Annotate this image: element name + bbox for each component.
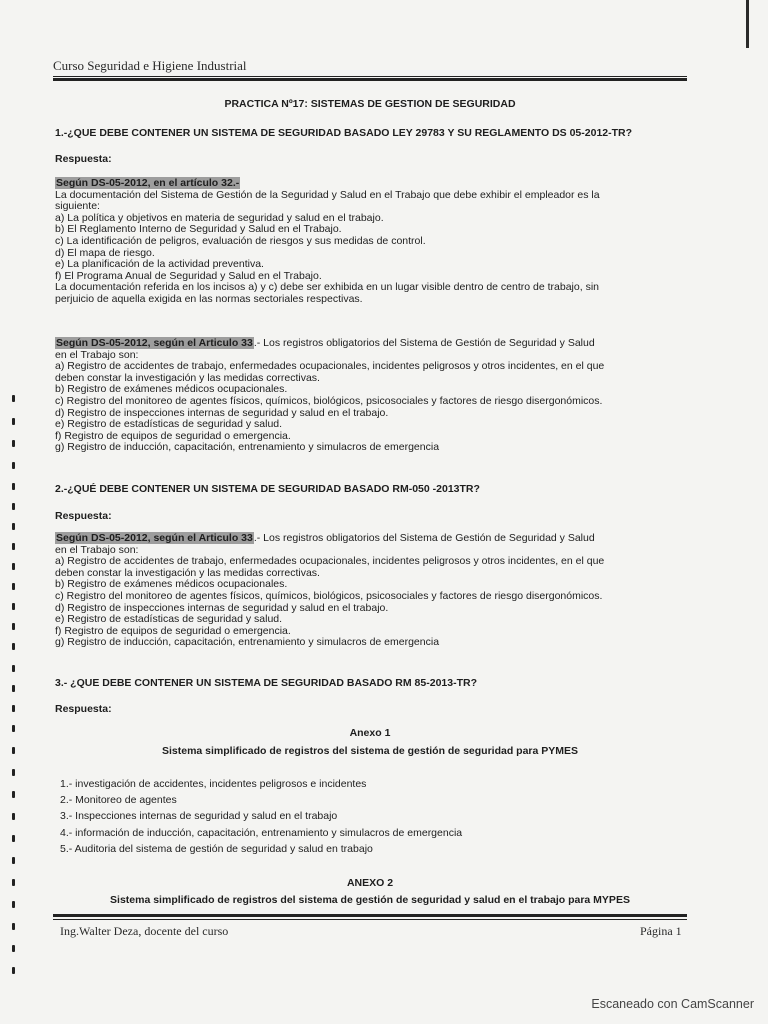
text-line: La documentación del Sistema de Gestión de la Seguridad y Salud en el Trabajo que debe exhibir el empleador es la [55,188,600,201]
text-line: b) El Reglamento Interno de Seguridad y Salud en el Trabajo. [55,223,342,236]
article-33-heading: Según DS-05-2012, según el Articulo 33 [56,532,253,544]
binding-mark [12,813,15,820]
text-line: g) Registro de inducción, capacitación, entrenamiento y simulacros de emergencia [55,636,440,649]
binding-mark [12,923,15,930]
text-line: en el Trabajo son: [55,543,139,556]
article-33-heading: Según DS-05-2012, según el Articulo 33 [56,337,253,349]
text-line: f) Registro de equipos de seguridad o emergencia. [55,429,291,442]
binding-mark [12,705,15,712]
question-3: 3.- ¿QUE DEBE CONTENER UN SISTEMA DE SEGURIDAD BASADO RM 85-2013-TR? [55,677,477,689]
text-line: siguiente: [55,200,100,213]
text-line: deben constar la investigación y las medidas correctivas. [55,371,320,384]
text-line: f) El Programa Anual de Seguridad y Salud en el Trabajo. [55,269,322,282]
annex-2-label: ANEXO 2 [346,877,394,889]
binding-mark [12,685,15,692]
text-line: c) Registro del monitoreo de agentes físicos, químicos, biológicos, psicosociales y factores de riesgo disergonómicos. [55,589,603,602]
question-1-answer-label: Respuesta: [55,153,112,165]
list-item: 3.- Inspecciones internas de seguridad y salud en el trabajo [60,810,338,823]
binding-mark [12,483,15,490]
text-line: c) Registro del monitoreo de agentes físicos, químicos, biológicos, psicosociales y factores de riesgo disergonómicos. [55,394,603,407]
question-2-answer-label: Respuesta: [55,510,112,522]
article-33-heading-tail: .- Los registros obligatorios del Sistema de Gestión de Seguridad y Salud [253,337,595,349]
annex-2-subtitle: Sistema simplificado de registros del sistema de gestión de seguridad y salud en el trabajo para MYPES [110,894,630,906]
article-33-block-q2 [55,533,695,649]
binding-mark [12,901,15,908]
text-line: La documentación referida en los incisos a) y c) debe ser exhibida en un lugar visible dentro de centro de trabajo, sin [55,281,599,294]
text-line: d) Registro de inspecciones internas de seguridad y salud en el trabajo. [55,406,389,419]
text-line: en el Trabajo son: [55,348,139,361]
header-rule-thin [53,76,687,77]
binding-mark [12,623,15,630]
text-line: b) Registro de exámenes médicos ocupacionales. [55,578,288,591]
binding-mark [12,395,15,402]
text-line: deben constar la investigación y las medidas correctivas. [55,566,320,579]
binding-mark [12,967,15,974]
scan-edge-line [746,0,749,48]
article-32-block [55,178,695,306]
binding-mark [12,440,15,447]
header-rule-thick [53,78,687,81]
binding-mark [12,857,15,864]
footer-rule-thin [53,919,687,920]
article-32-heading: Según DS-05-2012, en el artículo 32.- [56,177,240,189]
binding-mark [12,665,15,672]
binding-mark [12,879,15,886]
text-line: c) La identificación de peligros, evaluación de riesgos y sus medidas de control. [55,234,426,247]
binding-mark [12,945,15,952]
list-item: 5.- Auditoria del sistema de gestión de seguridad y salud en trabajo [60,842,373,855]
list-item: 2.- Monitoreo de agentes [60,794,177,807]
page-title: PRACTICA Nº17: SISTEMAS DE GESTION DE SEGURIDAD [224,98,516,110]
binding-mark [12,523,15,530]
binding-mark [12,462,15,469]
binding-mark [12,791,15,798]
text-line: e) Registro de estadísticas de seguridad y salud. [55,418,283,431]
article-33-block-q1 [55,338,695,454]
text-line: e) La planificación de la actividad preventiva. [55,258,264,271]
question-1: 1.-¿QUE DEBE CONTENER UN SISTEMA DE SEGURIDAD BASADO LEY 29783 Y SU REGLAMENTO DS 05-2012-TR? [55,127,633,139]
text-line: g) Registro de inducción, capacitación, entrenamiento y simulacros de emergencia [55,441,440,454]
binding-mark [12,583,15,590]
camscanner-watermark: Escaneado con CamScanner [591,997,754,1011]
list-item: 1.- investigación de accidentes, incidentes peligrosos e incidentes [60,778,367,790]
binding-mark [12,769,15,776]
article-33-heading-tail: .- Los registros obligatorios del Sistema de Gestión de Seguridad y Salud [253,532,595,544]
text-line: a) Registro de accidentes de trabajo, enfermedades ocupacionales, incidentes peligrosos y otros incidentes, en el que [55,360,605,373]
text-line: d) Registro de inspecciones internas de seguridad y salud en el trabajo. [55,601,389,614]
question-3-answer-label: Respuesta: [55,703,112,715]
text-line: a) La política y objetivos en materia de seguridad y salud en el trabajo. [55,211,384,224]
footer-rule-thick [53,914,687,917]
footer-page-number: Página 1 [640,924,682,938]
text-line: e) Registro de estadísticas de seguridad y salud. [55,613,283,626]
text-line: f) Registro de equipos de seguridad o emergencia. [55,624,291,637]
annex-1-subtitle: Sistema simplificado de registros del sistema de gestión de seguridad para PYMES [161,745,579,757]
binding-mark [12,835,15,842]
text-line: d) El mapa de riesgo. [55,246,155,259]
binding-mark [12,603,15,610]
list-item: 4.- información de inducción, capacitación, entrenamiento y simulacros de emergencia [60,826,463,839]
footer-author: Ing.Walter Deza, docente del curso [60,924,229,938]
binding-mark [12,747,15,754]
annex-1-list [60,776,462,857]
binding-mark [12,563,15,570]
text-line: b) Registro de exámenes médicos ocupacionales. [55,383,288,396]
question-2: 2.-¿QUÉ DEBE CONTENER UN SISTEMA DE SEGURIDAD BASADO RM-050 -2013TR? [55,483,480,495]
binding-mark [12,643,15,650]
text-line: a) Registro de accidentes de trabajo, enfermedades ocupacionales, incidentes peligrosos y otros incidentes, en el que [55,555,605,568]
binding-mark [12,418,15,425]
header-course-title: Curso Seguridad e Higiene Industrial [53,58,247,73]
text-line: perjuicio de aquella exigida en las normas sectoriales respectivas. [55,292,363,305]
binding-mark [12,503,15,510]
annex-1-label: Anexo 1 [349,727,391,739]
binding-mark [12,725,15,732]
binding-mark [12,543,15,550]
